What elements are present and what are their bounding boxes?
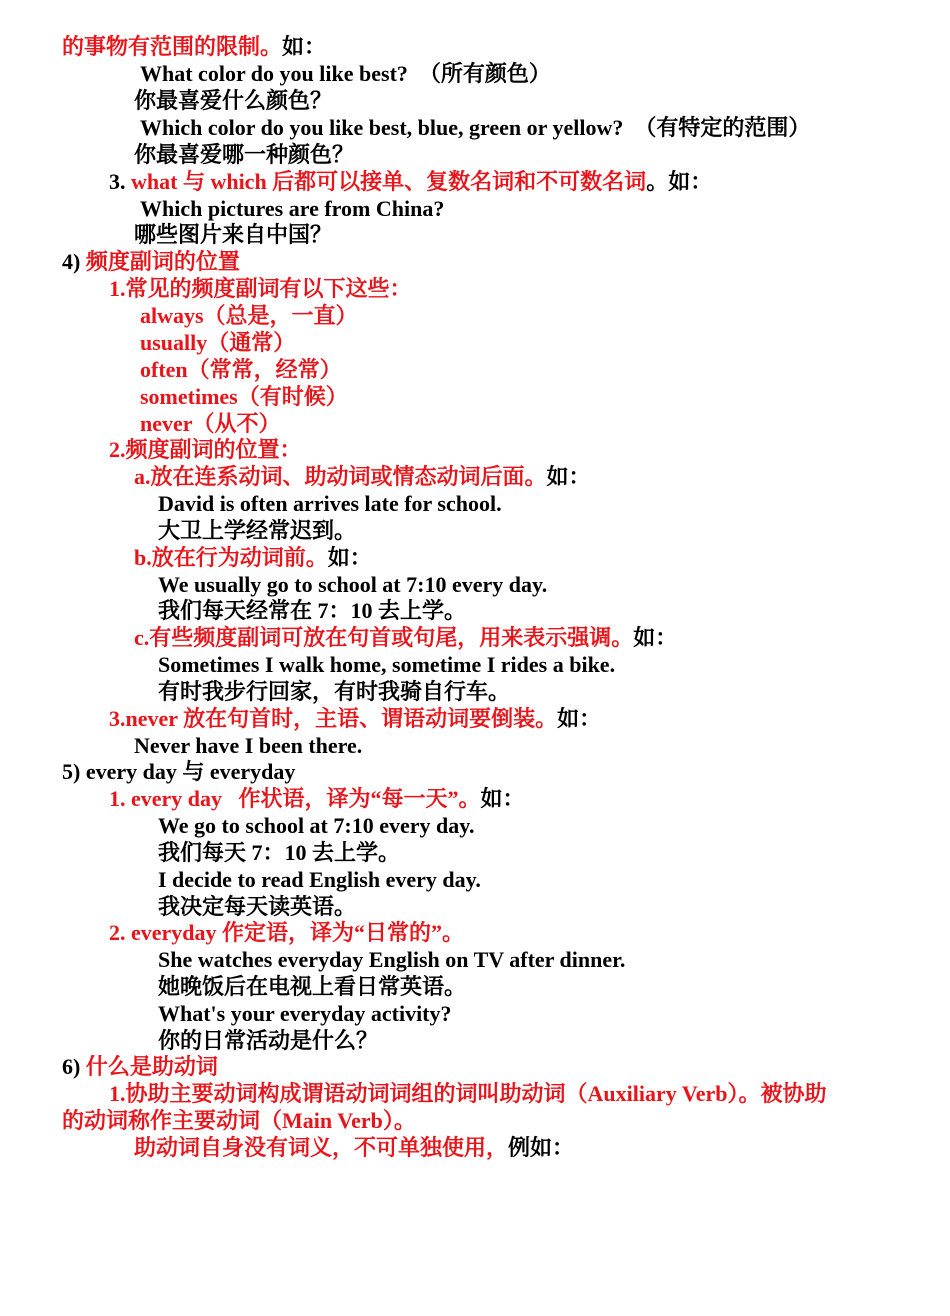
body-text: 如： — [546, 464, 591, 489]
body-text: 如： — [557, 706, 602, 731]
body-text: I decide to read English every day. — [158, 867, 481, 892]
body-text: 。如： — [646, 169, 713, 194]
highlight-text: 3.never 放在句首时，主语、谓语动词要倒装。 — [109, 706, 558, 731]
text-line — [140, 114, 810, 141]
text-line — [109, 275, 412, 302]
text-line — [62, 248, 240, 275]
body-text: 我们每天经常在 7：10 去上学。 — [158, 598, 467, 623]
text-line — [158, 893, 356, 920]
text-line — [140, 195, 444, 222]
text-line — [140, 329, 295, 356]
body-text: What color do you like best? （所有颜色） — [140, 61, 551, 86]
highlight-text: what 与 which 后都可以接单、复数名词和不可数名词 — [131, 169, 647, 194]
text-line — [62, 758, 295, 785]
text-line — [158, 1000, 452, 1027]
text-line — [158, 597, 466, 624]
highlight-text: 的事物有范围的限制。 — [62, 34, 283, 59]
highlight-text: usually（通常） — [140, 330, 296, 355]
text-line — [140, 356, 342, 383]
body-text: 大卫上学经常迟到。 — [158, 518, 357, 543]
text-line — [158, 490, 502, 517]
highlight-text: 频度副词的位置 — [85, 249, 240, 274]
body-text: 如： — [282, 34, 327, 59]
body-text: 如： — [480, 786, 525, 811]
body-text: 如： — [327, 545, 372, 570]
body-text: Sometimes I walk home, sometime I rides a bike. — [158, 652, 616, 677]
body-text: 如： — [633, 625, 678, 650]
body-text: 哪些图片来自中国？ — [134, 222, 333, 247]
body-text: 你的日常活动是什么？ — [158, 1028, 379, 1053]
text-line — [158, 678, 510, 705]
body-text: 你最喜爱哪一种颜色？ — [134, 142, 355, 167]
text-line — [134, 544, 372, 571]
highlight-text: 2.频度副词的位置： — [109, 437, 302, 462]
text-line — [134, 732, 362, 759]
body-text: 我决定每天读英语。 — [158, 894, 357, 919]
body-text: 3. — [109, 169, 131, 194]
text-line — [158, 839, 400, 866]
text-line — [134, 141, 354, 168]
text-line — [109, 919, 464, 946]
text-line — [158, 812, 475, 839]
text-line — [134, 221, 332, 248]
body-text: 有时我步行回家，有时我骑自行车。 — [158, 679, 511, 704]
text-line — [158, 946, 625, 973]
text-line — [158, 651, 615, 678]
body-text: What's your everyday activity? — [158, 1001, 452, 1026]
highlight-text: 什么是助动词 — [85, 1054, 218, 1079]
text-line — [62, 1107, 416, 1134]
text-line — [109, 436, 302, 463]
body-text: We go to school at 7:10 every day. — [158, 813, 475, 838]
text-line — [140, 410, 281, 437]
highlight-text: often（常常，经常） — [140, 357, 342, 382]
body-text: She watches everyday English on TV after dinner. — [158, 947, 626, 972]
body-text: 4) — [62, 249, 86, 274]
highlight-text: sometimes（有时候） — [140, 384, 348, 409]
text-line — [62, 33, 326, 60]
text-line — [109, 1080, 826, 1107]
body-text: 5) every day 与 everyday — [62, 759, 296, 784]
highlight-text: c.有些频度副词可放在句首或句尾，用来表示强调。 — [134, 625, 634, 650]
highlight-text: a.放在连系动词、助动词或情态动词后面。 — [134, 464, 547, 489]
text-line — [158, 1027, 378, 1054]
text-line — [134, 624, 677, 651]
body-text: 你最喜爱什么颜色？ — [134, 88, 333, 113]
text-line — [158, 973, 466, 1000]
highlight-text: 1.协助主要动词构成谓语动词词组的词叫助动词（Auxiliary Verb）。被协助 — [109, 1081, 827, 1106]
text-line — [109, 785, 525, 812]
highlight-text: 1.常见的频度副词有以下这些： — [109, 276, 412, 301]
highlight-text: 的动词称作主要动词（Main Verb）。 — [62, 1108, 416, 1133]
text-line — [134, 87, 332, 114]
text-line — [140, 383, 348, 410]
text-line — [109, 168, 712, 195]
text-line — [140, 60, 551, 87]
highlight-text: 2. everyday 作定语，译为“日常的”。 — [109, 920, 465, 945]
text-line — [134, 1134, 574, 1161]
highlight-text: never（从不） — [140, 411, 281, 436]
highlight-text: always（总是，一直） — [140, 303, 358, 328]
highlight-text: 助动词自身没有词义，不可单独使用， — [134, 1135, 509, 1160]
text-line — [140, 302, 358, 329]
body-text: 她晚饭后在电视上看日常英语。 — [158, 974, 467, 999]
text-line — [109, 705, 601, 732]
text-line — [158, 517, 356, 544]
body-text: David is often arrives late for school. — [158, 491, 502, 516]
text-line — [62, 1053, 218, 1080]
body-text: 6) — [62, 1054, 86, 1079]
text-line — [134, 463, 591, 490]
body-text: Never have I been there. — [134, 733, 363, 758]
body-text: Which pictures are from China? — [140, 196, 445, 221]
body-text: 我们每天 7：10 去上学。 — [158, 840, 401, 865]
highlight-text: b.放在行为动词前。 — [134, 545, 328, 570]
highlight-text: 1. every day 作状语，译为“每一天”。 — [109, 786, 481, 811]
text-line — [158, 571, 547, 598]
body-text: We usually go to school at 7:10 every day. — [158, 572, 548, 597]
body-text: Which color do you like best, blue, green or yellow? （有特定的范围） — [140, 115, 811, 140]
body-text: 例如： — [508, 1135, 575, 1160]
text-line — [158, 866, 481, 893]
